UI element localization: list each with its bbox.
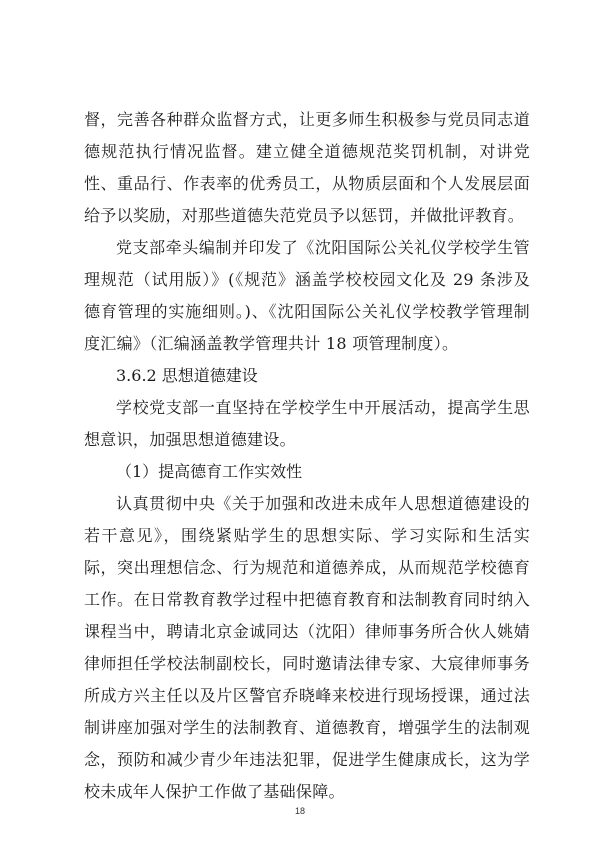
paragraph-management-regulations: 党支部牵头编制并印发了《沈阳国际公关礼仪学校学生管理规范（试用版）》(《规范》涵盖学校校园文化及 29 条涉及德育管理的实施细则。)、《沈阳国际公关礼仪学校教学管理制度汇编》（汇编涵盖教学管理共计 18 项管理制度）。 <box>84 238 530 353</box>
page-number: 18 <box>294 806 305 816</box>
body-text <box>84 104 530 808</box>
paragraph-legal-education: 认真贯彻中央《关于加强和改进未成年人思想道德建设的若干意见》，围绕紧贴学生的思想实际、学习实际和生活实际，突出理想信念、行为规范和道德养成，从而规范学校德育工作。在日常教育教学过程中把德育教育和法制教育同时纳入课程当中，聘请北京金诚同达（沈阳）律师事务所合伙人姚婧律师担任学校法制副校长，同时邀请法律专家、大宸律师事务所成方兴主任以及片区警官乔晓峰来校进行现场授课，通过法制讲座加强对学生的法制教育、道德教育，增强学生的法制观念，预防和减少青少年违法犯罪，促进学生健康成长，这为学校未成年人保护工作做了基础保障。 <box>84 494 530 801</box>
paragraph-supervision-continuation: 督，完善各种群众监督方式，让更多师生积极参与党员同志道德规范执行情况监督。建立健全道德规范奖罚机制，对讲党性、重品行、作表率的优秀员工，从物质层面和个人发展层面给予以奖励，对那些道德失范党员予以惩罚，并做批评教育。 <box>84 110 530 225</box>
section-heading-moral-construction: 3.6.2 思想道德建设 <box>116 366 258 385</box>
subsection-heading-moral-education: （1）提高德育工作实效性 <box>116 462 303 481</box>
paragraph-party-branch-activities: 学校党支部一直坚持在学校学生中开展活动，提高学生思想意识，加强思想道德建设。 <box>84 398 530 449</box>
